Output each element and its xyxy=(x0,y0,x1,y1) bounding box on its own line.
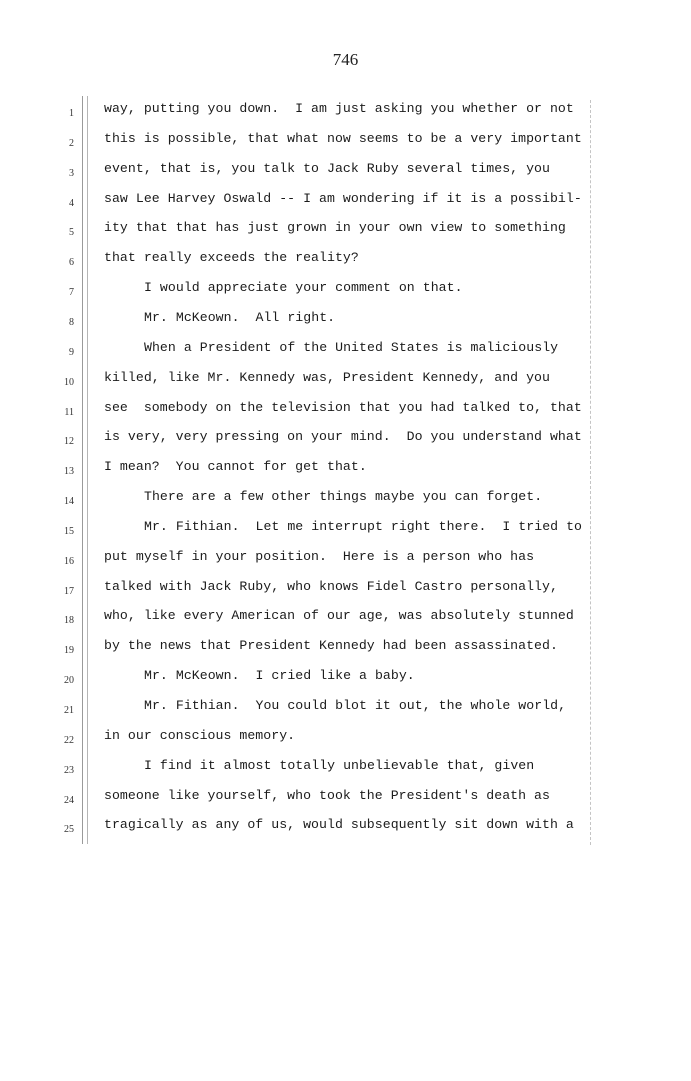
line-text: Mr. Fithian. Let me interrupt right there. I tried to xyxy=(144,518,583,534)
line-number: 5 xyxy=(69,227,74,239)
line-text: in our conscious memory. xyxy=(104,727,296,743)
transcript-line xyxy=(0,340,691,370)
line-text: There are a few other things maybe you can forget. xyxy=(144,489,543,505)
line-text: I find it almost totally unbelievable that, given xyxy=(144,757,535,773)
transcript-line xyxy=(0,549,691,579)
line-text: Mr. McKeown. All right. xyxy=(144,309,336,325)
line-number: 7 xyxy=(69,287,74,299)
line-number: 6 xyxy=(69,257,74,269)
line-number: 17 xyxy=(64,585,74,597)
transcript-line xyxy=(0,758,691,788)
transcript-line xyxy=(0,191,691,221)
line-number: 24 xyxy=(64,794,74,806)
transcript-line xyxy=(0,698,691,728)
line-text: killed, like Mr. Kennedy was, President Kennedy, and you xyxy=(104,369,550,385)
transcript-line xyxy=(0,817,691,847)
transcript-line xyxy=(0,608,691,638)
transcript-line xyxy=(0,489,691,519)
line-text: ity that that has just grown in your own view to something xyxy=(104,220,566,236)
transcript-line xyxy=(0,161,691,191)
transcript-line xyxy=(0,459,691,489)
line-text: someone like yourself, who took the President's death as xyxy=(104,787,550,803)
line-number: 18 xyxy=(64,615,74,627)
transcript-line xyxy=(0,280,691,310)
line-text: see somebody on the television that you had talked to, that xyxy=(104,399,582,415)
line-number: 16 xyxy=(64,555,74,567)
line-text: Mr. McKeown. I cried like a baby. xyxy=(144,668,415,684)
transcript-line xyxy=(0,310,691,340)
transcript-line xyxy=(0,131,691,161)
transcript-line xyxy=(0,220,691,250)
transcript-line xyxy=(0,638,691,668)
line-number: 23 xyxy=(64,764,74,776)
transcript-line xyxy=(0,519,691,549)
line-text: When a President of the United States is maliciously xyxy=(144,339,559,355)
transcript-line xyxy=(0,429,691,459)
line-number: 11 xyxy=(64,406,74,418)
line-text: event, that is, you talk to Jack Ruby several times, you xyxy=(104,160,550,176)
transcript-line xyxy=(0,788,691,818)
transcript-line xyxy=(0,728,691,758)
line-number: 10 xyxy=(64,376,74,388)
line-number: 13 xyxy=(64,466,74,478)
line-text: tragically as any of us, would subsequently sit down with a xyxy=(104,817,574,833)
line-number: 9 xyxy=(69,346,74,358)
transcript-line xyxy=(0,668,691,698)
line-text: talked with Jack Ruby, who knows Fidel Castro personally, xyxy=(104,578,558,594)
line-number: 8 xyxy=(69,316,74,328)
line-text: saw Lee Harvey Oswald -- I am wondering if it is a possibil- xyxy=(104,190,582,206)
line-number: 25 xyxy=(64,824,74,836)
line-text: I would appreciate your comment on that. xyxy=(144,280,463,296)
line-text: is very, very pressing on your mind. Do you understand what xyxy=(104,429,582,445)
line-number: 12 xyxy=(64,436,74,448)
page-number: 746 xyxy=(332,50,359,69)
line-text: way, putting you down. I am just asking you whether or not xyxy=(104,101,574,116)
line-number: 22 xyxy=(64,734,74,746)
line-text: by the news that President Kennedy had been assassinated. xyxy=(104,638,558,654)
line-number: 21 xyxy=(64,705,74,716)
line-text: this is possible, that what now seems to be a very important xyxy=(104,130,582,146)
line-number: 14 xyxy=(64,496,74,508)
line-text: I mean? You cannot for get that. xyxy=(104,459,367,475)
transcript-line xyxy=(0,579,691,609)
line-number: 19 xyxy=(64,645,74,657)
transcript-line xyxy=(0,250,691,280)
transcript-line xyxy=(0,101,691,131)
line-text: Mr. Fithian. You could blot it out, the whole world, xyxy=(144,698,567,713)
transcript-line xyxy=(0,400,691,430)
line-text: put myself in your position. Here is a person who has xyxy=(104,548,535,564)
line-number: 3 xyxy=(69,167,74,179)
line-number: 4 xyxy=(69,197,74,209)
line-number: 15 xyxy=(64,525,74,537)
transcript-line xyxy=(0,370,691,400)
line-text: that really exceeds the reality? xyxy=(104,250,359,266)
line-text: who, like every American of our age, was absolutely stunned xyxy=(104,608,574,624)
line-number: 20 xyxy=(64,675,74,687)
line-number: 1 xyxy=(69,108,74,119)
line-number: 2 xyxy=(69,137,74,149)
